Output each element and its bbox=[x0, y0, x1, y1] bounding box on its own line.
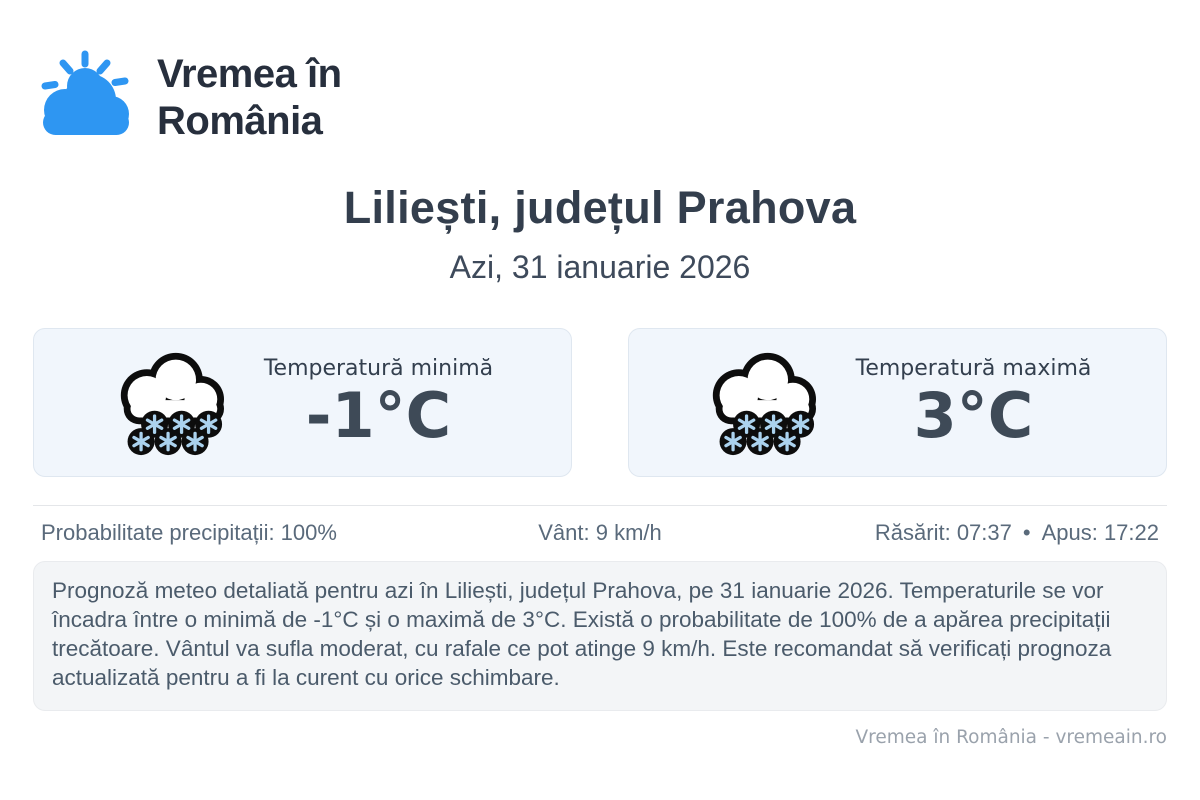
snow-cloud-icon bbox=[704, 349, 820, 457]
sunrise-sunset bbox=[764, 520, 1159, 546]
bullet-separator: • bbox=[1022, 520, 1031, 545]
precipitation-probability: Probabilitate precipitații: 100% bbox=[41, 520, 337, 545]
min-temperature-card bbox=[33, 328, 572, 477]
footer-credit: Vremea în România - vremeain.ro bbox=[855, 727, 1167, 749]
snow-cloud-icon bbox=[112, 349, 228, 457]
max-temperature-value: 3°C bbox=[913, 378, 1034, 452]
date-subtitle: Azi, 31 ianuarie 2026 bbox=[449, 249, 751, 285]
sunset-time: Apus: 17:22 bbox=[1041, 520, 1160, 545]
min-temperature-value: -1°C bbox=[305, 378, 452, 452]
max-temperature-card bbox=[628, 328, 1167, 477]
sunrise-time: Răsărit: 07:37 bbox=[874, 520, 1012, 545]
weather-stats-row bbox=[33, 505, 1167, 546]
min-temperature-text bbox=[264, 356, 493, 450]
min-temperature-label: Temperatură minimă bbox=[263, 355, 494, 381]
sun-cloud-logo-icon bbox=[33, 48, 133, 148]
forecast-description-box bbox=[33, 561, 1167, 711]
page-title: Liliești, județul Prahova bbox=[343, 182, 857, 233]
logo-line-2: România bbox=[157, 99, 323, 143]
max-temperature-label: Temperatură maximă bbox=[855, 355, 1092, 381]
site-logo[interactable] bbox=[33, 46, 1167, 150]
wind-speed: Vânt: 9 km/h bbox=[538, 520, 662, 545]
logo-wordmark bbox=[157, 51, 342, 145]
forecast-description-text: Prognoză meteo detaliată pentru azi în Liliești, județul Prahova, pe 31 ianuarie 2026. Temperaturile se vor încadra între o minimă de -1°C și o maximă de 3°C. Există o probabilitate de 100% de a apărea precipitații trecătoare. Vântul va sufla moderat, cu rafale ce pot atinge 9 km/h. Este recomandat să verificați prognoza actualizată pentru a fi la curent cu orice schimbare. bbox=[52, 578, 1112, 691]
temperature-cards bbox=[33, 328, 1167, 477]
max-temperature-text bbox=[856, 356, 1092, 450]
logo-line-1: Vremea în bbox=[157, 52, 342, 97]
